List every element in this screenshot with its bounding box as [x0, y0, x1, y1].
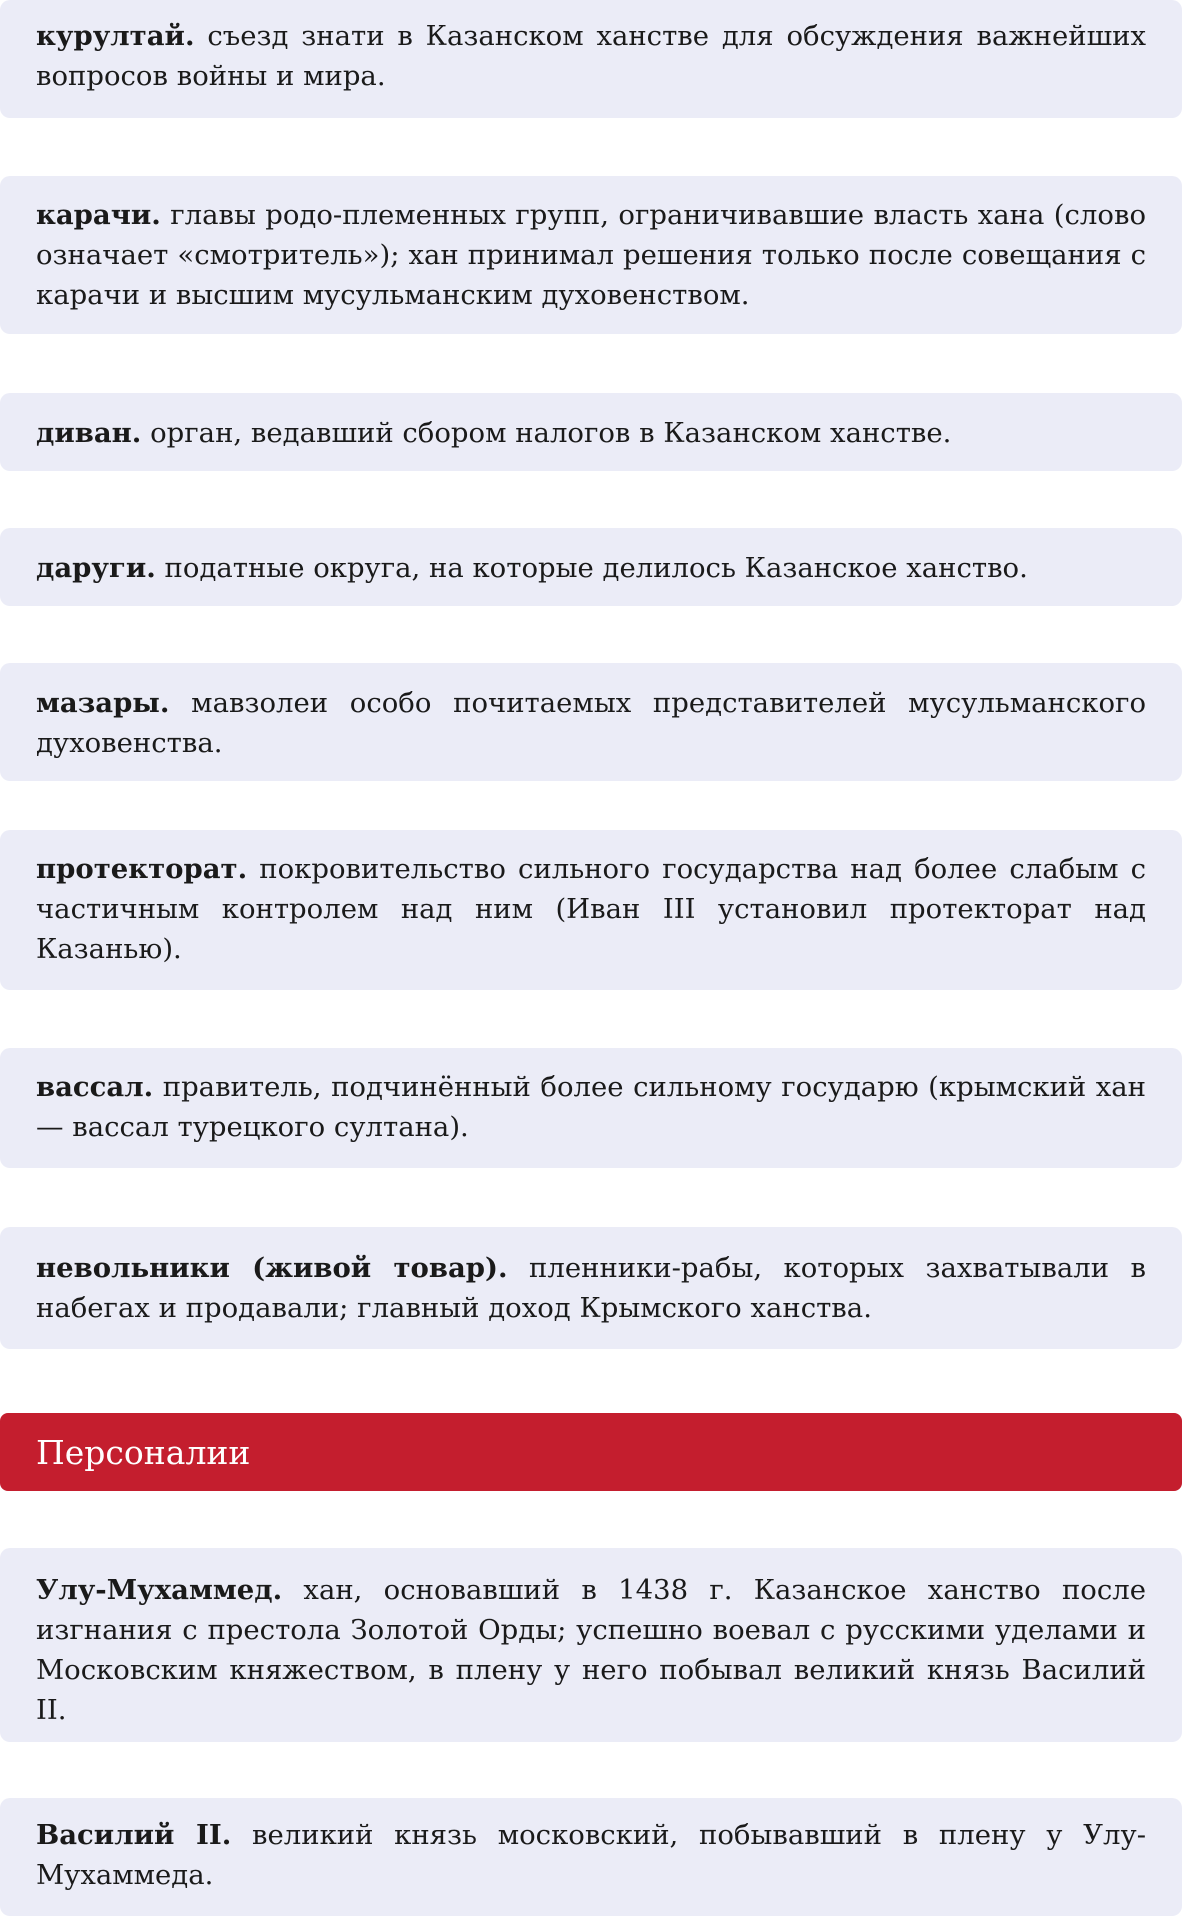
glossary-entry-vassal: [0, 1048, 1182, 1168]
glossary-entry-darugi: [0, 528, 1182, 606]
definition: великий князь московский, побывавший в плену у Улу-Мухаммеда.: [36, 1819, 1146, 1891]
glossary-entry-divan: [0, 393, 1182, 471]
term: Улу-Мухаммед.: [36, 1574, 283, 1606]
term: даруги.: [36, 552, 156, 584]
term: невольники (живой товар).: [36, 1252, 508, 1284]
glossary-entry-protectorate: [0, 830, 1182, 990]
section-title: Персоналии: [36, 1432, 251, 1472]
glossary-entry-mazary: [0, 663, 1182, 781]
glossary-entry-kurultai: [0, 0, 1182, 118]
section-header-persons: [0, 1413, 1182, 1491]
definition: хан, основавший в 1438 г. Казанское ханство после изгнания с престола Золотой Орды; успешно воевал с русскими уделами и Московским княжеством, в плену у него побывал великий князь Василий II.: [36, 1574, 1146, 1726]
definition: покровительство сильного государства над более слабым с частичным контролем над ним (Иван III установил протекторат над Казанью).: [36, 853, 1146, 965]
definition: мавзолеи особо почитаемых представителей мусульманского духовенства.: [36, 687, 1146, 759]
glossary-entry-karachi: [0, 176, 1182, 334]
term: Василий II.: [36, 1819, 232, 1851]
person-entry-vasily-ii: [0, 1798, 1182, 1916]
definition: съезд знати в Казанском ханстве для обсуждения важнейших вопросов войны и мира.: [36, 20, 1146, 92]
definition: главы родо-племенных групп, ограничивавшие власть хана (слово означает «смотритель»); хан принимал решения только после совещания с карачи и высшим мусульманским духовенством.: [36, 199, 1146, 311]
definition: податные округа, на которые делилось Казанское ханство.: [155, 552, 1028, 584]
definition: пленники-рабы, которых захватывали в набегах и продавали; главный доход Крымского ханства.: [36, 1252, 1146, 1324]
term: протекторат.: [36, 853, 248, 885]
term: курултай.: [36, 20, 195, 52]
term: мазары.: [36, 687, 170, 719]
definition: правитель, подчинённый более сильному государю (крымский хан — вассал турецкого султана).: [36, 1071, 1146, 1143]
term: карачи.: [36, 199, 161, 231]
definition: орган, ведавший сбором налогов в Казанском ханстве.: [141, 417, 952, 449]
glossary-entry-slaves: [0, 1227, 1182, 1349]
person-entry-ulu-muhammed: [0, 1548, 1182, 1742]
term: вассал.: [36, 1071, 154, 1103]
term: диван.: [36, 417, 142, 449]
